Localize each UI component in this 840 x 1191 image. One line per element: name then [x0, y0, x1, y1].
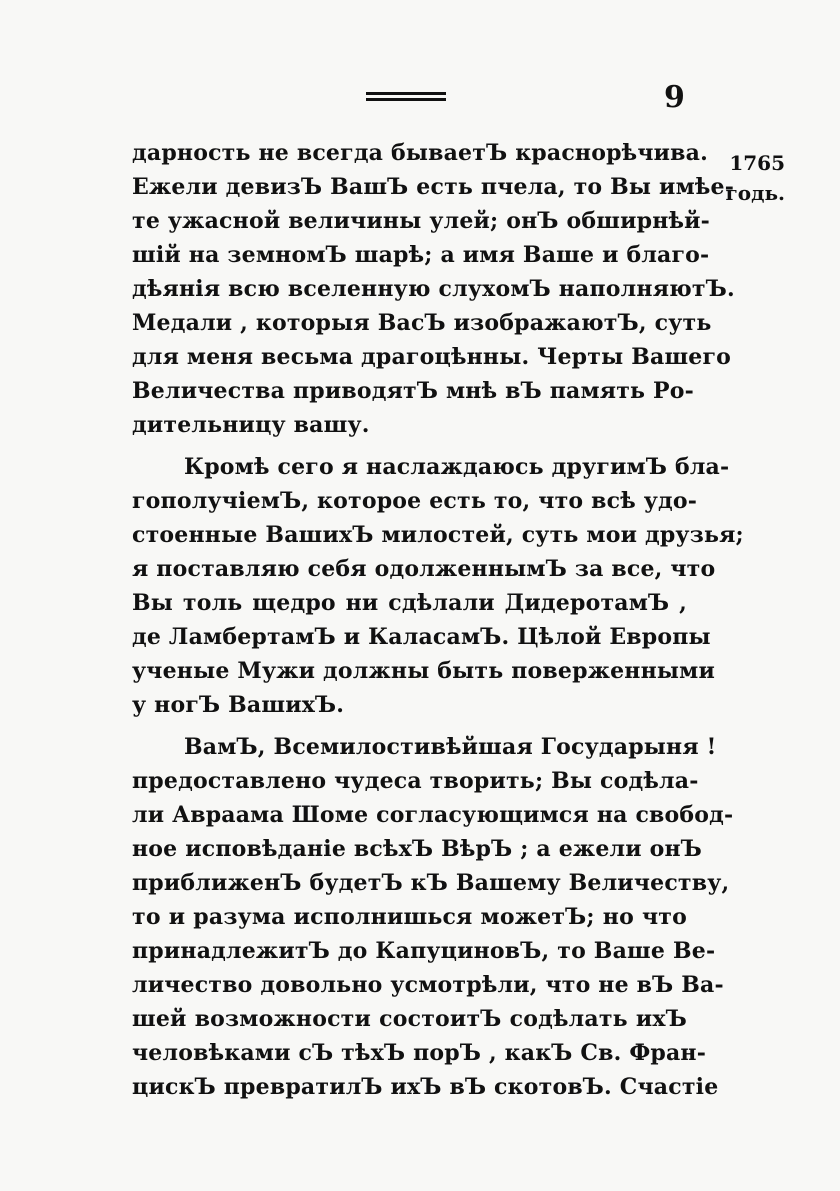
text-line: личество довольно усмотрѣли, что не вЪ Ва-: [132, 972, 724, 998]
text-line: ученые Мужи должны быть поверженными: [132, 658, 715, 684]
text-line: приближенЪ будетЪ кЪ Вашему Величеству,: [132, 870, 730, 896]
text-line: шей возможности состоитЪ содѣлать ихЪ: [132, 1006, 687, 1032]
text-line: де ЛамбертамЪ и КаласамЪ. Цѣлой Европы: [132, 624, 711, 650]
page-number: 9: [664, 80, 685, 115]
text-line: предоставлено чудеса творить; Вы содѣла-: [132, 768, 699, 794]
text-line: принадлежитЪ до КапуциновЪ, то Ваше Ве-: [132, 938, 716, 964]
paragraph-gap: [132, 722, 687, 730]
header-rule-line: [366, 92, 446, 95]
text-line: Кромѣ сего я наслаждаюсь другимЪ бла-: [184, 454, 730, 480]
text-line: те ужасной величины улей; онЪ обширнѣй-: [132, 208, 711, 234]
text-line: у ногЪ ВашихЪ.: [132, 692, 345, 718]
text-line: ВамЪ, Всемилостивѣйшая Государыня !: [184, 734, 717, 760]
paragraph-gap: [132, 442, 687, 450]
text-line: дѣянія всю вселенную слухомЪ наполняютЪ.: [132, 276, 735, 302]
text-line: то и разума исполнишься можетЪ; но что: [132, 904, 687, 930]
text-line: Вы толь щедро ни сдѣлали ДидеротамЪ ,: [132, 590, 687, 616]
text-line: человѣками сЪ тѣхЪ порЪ , какЪ Св. Фран-: [132, 1040, 707, 1066]
text-line: Величества приводятЪ мнѣ вЪ память Ро-: [132, 378, 694, 404]
text-line: стоенные ВашихЪ милостей, суть мои друзья;: [132, 522, 744, 548]
margin-year: 1765: [729, 151, 785, 175]
text-line: ли Авраама Шоме согласующимся на свобод-: [132, 802, 734, 828]
text-line: я поставляю себя одолженнымЪ за все, что: [132, 556, 716, 582]
text-line: цискЪ превратилЪ ихЪ вЪ скотовЪ. Счастіе: [132, 1074, 719, 1100]
text-line: гополучіемЪ, которое есть то, что всѣ удо-: [132, 488, 698, 514]
text-line: шій на земномЪ шарѣ; а имя Ваше и благо-: [132, 242, 710, 268]
text-line: дарность не всегда бываетЪ краснорѣчива.: [132, 140, 708, 166]
margin-year-label: годь.: [725, 181, 785, 205]
header-rule-line: [366, 98, 446, 101]
text-line: ное исповѣданіе всѣхЪ ВѣрЪ ; а ежели онЪ: [132, 836, 703, 862]
text-line: для меня весьма драгоцѣнны. Черты Вашего: [132, 344, 732, 370]
text-line: Ежели девизЪ ВашЪ есть пчела, то Вы имѣе-: [132, 174, 735, 200]
text-line: дительницу вашу.: [132, 412, 370, 438]
header-double-rule: [366, 92, 446, 102]
body-text: [132, 136, 744, 1104]
text-line: Медали , которыя ВасЪ изображаютЪ, суть: [132, 310, 712, 336]
